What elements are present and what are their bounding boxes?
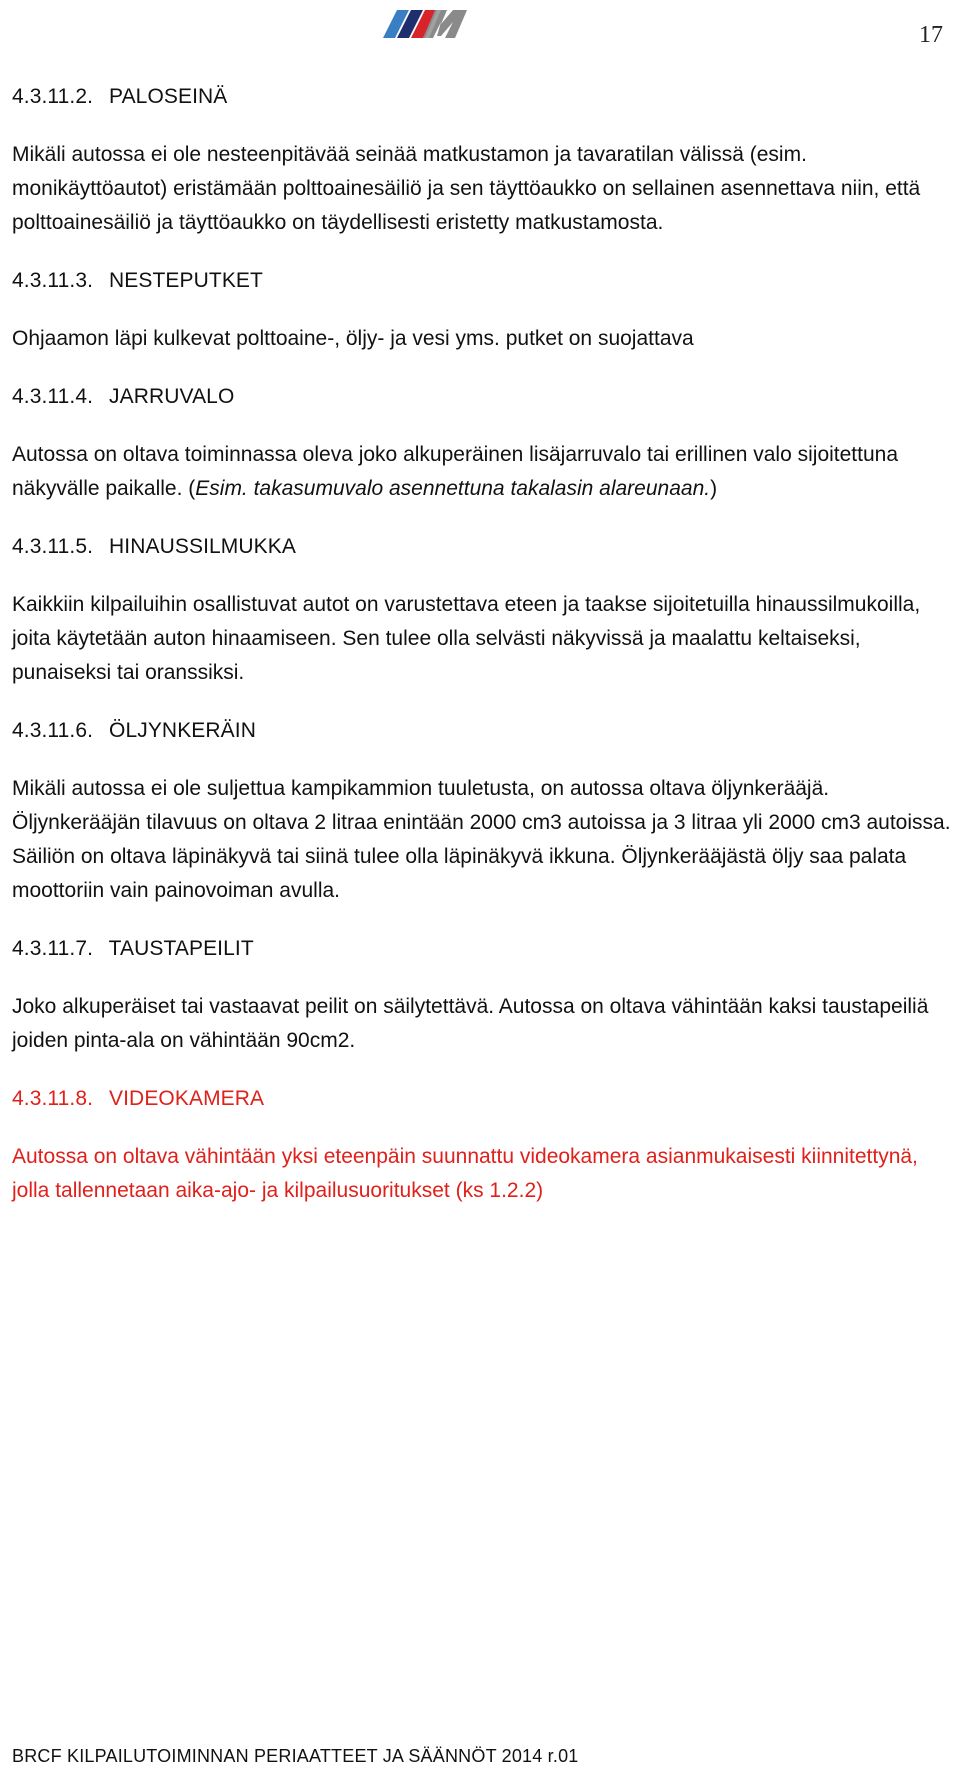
section-heading xyxy=(12,82,952,112)
section-number: 4.3.11.4. xyxy=(12,385,94,408)
section-text: Kaikkiin kilpailuihin osallistuvat autot on varustettava eteen ja taakse sijoitetuilla hinaussilmukoilla, joita käytetään auton hinaamiseen. Sen tulee olla selvästi näkyvissä ja maalattu keltaiseksi, punaiseksi tai oranssiksi. xyxy=(12,593,921,684)
section-heading xyxy=(12,1084,952,1114)
section-heading xyxy=(12,382,952,412)
section-text: Ohjaamon läpi kulkevat polttoaine-, öljy- ja vesi yms. putket on suojattava xyxy=(12,327,694,350)
section-text: Mikäli autossa ei ole suljettua kampikammion tuuletusta, on autossa oltava öljynkerääjä. Öljynkerääjän tilavuus on oltava 2 litraa enintään 2000 cm3 autoissa ja 3 litraa yli 2000 cm3 autoissa. Säiliön on oltava läpinäkyvä tai siinä tulee olla läpinäkyvä ikkuna. Öljynkerääjästä öljy saa palata moottoriin vain painovoiman avulla. xyxy=(12,777,951,902)
section-number: 4.3.11.2. xyxy=(12,85,94,108)
section-number: 4.3.11.6. xyxy=(12,719,94,742)
section-text: Mikäli autossa ei ole nesteenpitävää seinää matkustamon ja tavaratilan välissä (esim. monikäyttöautot) eristämään polttoainesäiliö ja sen täyttöaukko on sellainen asennettava niin, että polttoainesäiliö ja täyttöaukko on täydellisesti eristetty matkustamosta. xyxy=(12,143,921,234)
document-content xyxy=(12,82,952,1234)
section-text: Autossa on oltava vähintään yksi eteenpäin suunnattu videokamera asianmukaisesti kiinnitettynä, jolla tallennetaan aika-ajo- ja kilpailusuoritukset (ks 1.2.2) xyxy=(12,1145,918,1202)
section-number: 4.3.11.5. xyxy=(12,535,94,558)
section-number: 4.3.11.7. xyxy=(12,937,94,960)
section-title: JARRUVALO xyxy=(109,385,235,408)
section-heading xyxy=(12,934,952,964)
bmw-m-logo xyxy=(375,4,475,44)
section-title: ÖLJYNKERÄIN xyxy=(109,719,256,742)
section-text: Joko alkuperäiset tai vastaavat peilit on säilytettävä. Autossa on oltava vähintään kaksi taustapeiliä joiden pinta-ala on vähintään 90cm2. xyxy=(12,995,929,1052)
page-footer: BRCF KILPAILUTOIMINNAN PERIAATTEET JA SÄÄNNÖT 2014 r.01 xyxy=(12,1746,579,1766)
section-text-start: Autossa on oltava toiminnassa oleva joko alkuperäinen lisäjarruvalo tai erillinen valo sijoitettuna näkyvälle paikalle. ( xyxy=(12,443,899,500)
section-heading xyxy=(12,532,952,562)
section-title: VIDEOKAMERA xyxy=(109,1087,265,1110)
section-text xyxy=(12,438,952,506)
section-number: 4.3.11.3. xyxy=(12,269,94,292)
section-heading xyxy=(12,716,952,746)
section-title: NESTEPUTKET xyxy=(109,269,263,292)
section-title: HINAUSSILMUKKA xyxy=(109,535,296,558)
page-number: 17 xyxy=(919,22,943,48)
section-text-italic: Esim. takasumuvalo asennettuna takalasin alareunaan. xyxy=(195,477,711,500)
section-title: TAUSTAPEILIT xyxy=(108,937,254,960)
section-heading xyxy=(12,266,952,296)
section-number: 4.3.11.8. xyxy=(12,1087,94,1110)
section-title: PALOSEINÄ xyxy=(109,85,228,108)
section-text-end: ) xyxy=(710,477,718,500)
